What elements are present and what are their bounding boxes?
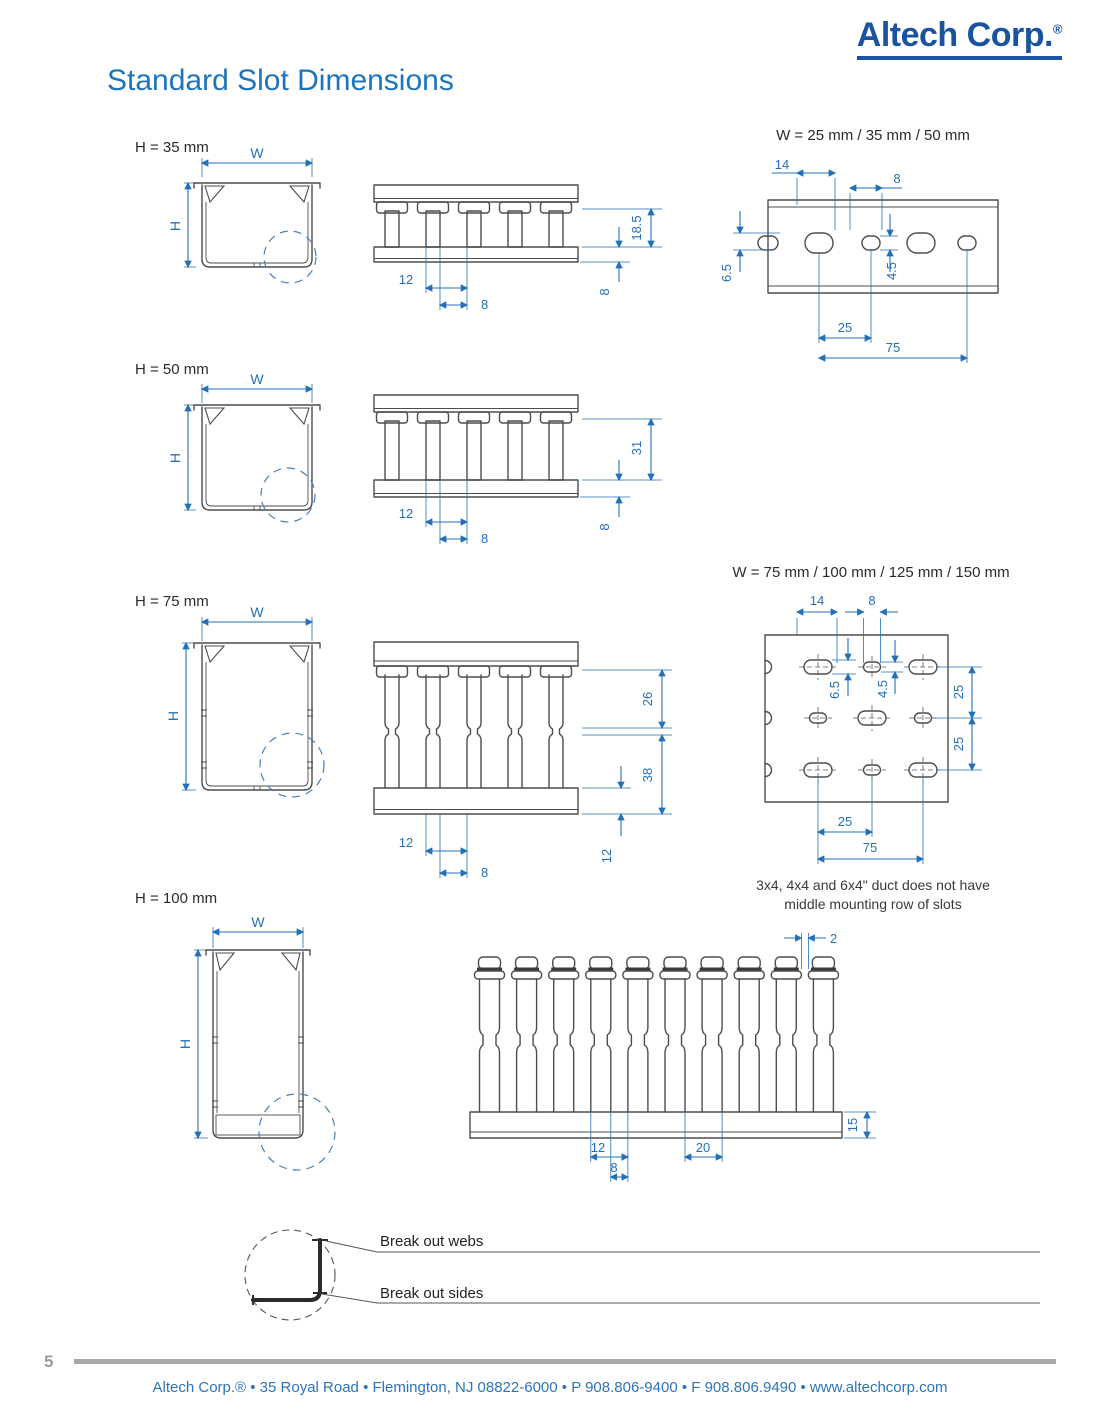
duct-finger — [418, 412, 449, 480]
dim-label: 25 — [837, 814, 853, 829]
mounting-slot-large — [805, 233, 833, 253]
panel-title-narrow: W = 25 mm / 35 mm / 50 mm — [776, 127, 970, 144]
dim-75 — [818, 777, 923, 864]
note-line-2: middle mounting row of slots — [784, 895, 962, 912]
duct-finger — [541, 666, 572, 788]
lower-slot-dimension — [582, 735, 672, 814]
cap-gap-dimension — [784, 931, 837, 969]
drawing-h50-cross-section — [140, 368, 340, 560]
footer-contact-line: Altech Corp.® • 35 Royal Road • Flemington, NJ 08822-6000 • P 908.806-9400 • F 908.806.9490 • www.altechcorp.com — [152, 1379, 948, 1396]
base-height-dimension — [580, 227, 630, 296]
logo-text: Altech Corp. — [856, 16, 1053, 54]
dim-label: 6.5 — [719, 263, 734, 283]
registered-mark: ® — [1052, 21, 1062, 37]
dim-label-base: 12 — [599, 848, 614, 864]
mounting-note — [723, 876, 1023, 914]
rail-body — [758, 200, 998, 293]
pitch-dimension — [399, 814, 488, 880]
dim-label-base: 8 — [597, 523, 612, 531]
duct-finger — [377, 412, 408, 480]
duct-finger — [697, 957, 727, 1112]
base-height-dimension — [582, 766, 631, 863]
drawing-rail-narrow — [700, 145, 1095, 370]
dim-label-w: W — [250, 604, 264, 620]
duct-finger — [475, 957, 505, 1112]
duct-finger — [623, 957, 653, 1112]
detail-circle — [259, 1094, 335, 1170]
dim-label: 25 — [951, 684, 966, 700]
duct-outline — [194, 183, 320, 267]
mounting-slot-small — [958, 236, 976, 250]
mounting-slot-large — [799, 654, 837, 680]
duct-finger — [418, 202, 449, 247]
pitch-dimension — [399, 247, 488, 312]
hatched-base — [216, 1115, 300, 1135]
pitch-dimension — [399, 480, 488, 546]
duct-profile — [470, 957, 842, 1138]
w-dimension — [213, 914, 303, 948]
dim-label-base: 15 — [845, 1117, 860, 1133]
dim-label: 75 — [885, 340, 901, 355]
duct-finger — [500, 202, 531, 247]
dim-8 — [845, 593, 898, 663]
breakout-webs-label: Break out webs — [380, 1233, 484, 1250]
bottom-dimensions — [591, 1112, 722, 1182]
dim-label-h: H — [167, 220, 183, 232]
dim-label-lower: 38 — [640, 767, 655, 783]
dim-label-h: H — [177, 1038, 193, 1050]
drawing-breakout-detail — [225, 1210, 1055, 1335]
duct-finger — [418, 666, 449, 788]
dim-6-5 — [719, 211, 780, 282]
dim-25-right-bottom — [937, 718, 982, 770]
page-title: Standard Slot Dimensions — [107, 64, 454, 97]
dim-label: 25 — [837, 320, 853, 335]
section-label-h75: H = 75 mm — [135, 593, 209, 610]
dim-14 — [772, 157, 835, 230]
mounting-slot-small — [858, 656, 886, 678]
duct-finger — [377, 202, 408, 247]
dim-label-slot-width: 8 — [481, 297, 489, 312]
drawing-h75-cross-section — [140, 600, 340, 825]
section-label-h35: H = 35 mm — [135, 139, 209, 156]
dim-label-upper: 26 — [640, 691, 655, 707]
dim-label: 4.5 — [875, 679, 890, 699]
h-dimension — [165, 643, 196, 790]
section-label-h100: H = 100 mm — [135, 890, 218, 907]
mounting-slot-large — [907, 233, 935, 253]
slot-depth-dimension — [582, 209, 662, 247]
dim-label-w: W — [250, 371, 264, 387]
mounting-slot-small — [804, 707, 832, 729]
w-dimension — [202, 145, 312, 177]
detail-circle — [260, 733, 324, 797]
mounting-slot-large — [904, 654, 942, 680]
h-dimension — [167, 183, 196, 267]
w-dimension — [202, 604, 312, 641]
dim-label-base: 8 — [597, 288, 612, 296]
duct-finger — [771, 957, 801, 1112]
base-height-dimension — [580, 460, 630, 531]
duct-finger — [459, 666, 490, 788]
duct-finger — [586, 957, 616, 1112]
breakout-sides-label: Break out sides — [380, 1285, 484, 1302]
dim-label-slot-width: 8 — [481, 865, 489, 880]
dim-label-wide-slot: 20 — [695, 1140, 711, 1155]
dim-label-slot-depth: 31 — [629, 440, 644, 456]
drawing-h35-side-view — [360, 183, 670, 323]
detail-circle — [261, 468, 315, 522]
page-number: 5 — [44, 1352, 54, 1371]
duct-finger — [541, 202, 572, 247]
duct-outline — [206, 950, 310, 1138]
duct-finger — [377, 666, 408, 788]
duct-profile — [374, 395, 578, 497]
panel-title-wide: W = 75 mm / 100 mm / 125 mm / 150 mm — [732, 564, 1010, 581]
dim-label: 4.5 — [884, 261, 899, 281]
dim-label-pitch: 12 — [590, 1140, 606, 1155]
dim-label-slot-width: 8 — [481, 531, 489, 546]
dim-label-w: W — [251, 914, 265, 930]
dim-label: 25 — [951, 736, 966, 752]
drawing-h50-side-view — [360, 388, 670, 568]
dim-label: 6.5 — [827, 680, 842, 700]
drawing-h35-cross-section — [140, 145, 340, 305]
duct-outline — [194, 643, 320, 790]
duct-finger — [734, 957, 764, 1112]
dim-25-right-top — [932, 667, 982, 718]
upper-slot-dimension — [582, 670, 672, 728]
duct-finger — [808, 957, 838, 1112]
dim-label-pitch: 12 — [398, 506, 414, 521]
drawing-h100-side-view — [455, 925, 890, 1190]
dim-label-h: H — [165, 710, 181, 722]
duct-outline — [194, 405, 320, 510]
dim-label: 14 — [809, 593, 825, 608]
plate-body — [765, 635, 948, 802]
dim-label: 8 — [868, 593, 876, 608]
footer-divider — [74, 1359, 1056, 1364]
dim-4-5 — [880, 214, 899, 280]
dim-label-h: H — [167, 452, 183, 464]
dim-25 — [819, 250, 871, 343]
duct-profile — [374, 642, 578, 814]
dim-label: 14 — [774, 157, 790, 172]
slot-depth-dimension — [582, 419, 662, 480]
duct-finger — [459, 412, 490, 480]
mounting-slot-small — [862, 236, 880, 250]
note-line-1: 3x4, 4x4 and 6x4" duct does not have — [756, 877, 990, 893]
dim-14 — [797, 593, 837, 663]
dim-label-cap-gap: 2 — [830, 931, 838, 946]
dim-label: 8 — [893, 171, 901, 186]
dim-label-w: W — [250, 145, 264, 161]
dim-label: 75 — [862, 840, 878, 855]
corner-profile — [253, 1240, 328, 1305]
duct-finger — [459, 202, 490, 247]
w-dimension — [202, 371, 312, 403]
dim-label-pitch: 12 — [398, 835, 414, 850]
drawing-h75-side-view — [360, 630, 685, 880]
duct-finger — [660, 957, 690, 1112]
section-label-h50: H = 50 mm — [135, 361, 209, 378]
dim-label-slot-width: 8 — [610, 1160, 618, 1175]
duct-finger — [541, 412, 572, 480]
duct-finger — [549, 957, 579, 1112]
duct-finger — [512, 957, 542, 1112]
dim-4-5 — [875, 640, 903, 698]
duct-finger — [500, 412, 531, 480]
dim-label-pitch: 12 — [398, 272, 414, 287]
dim-label-slot-depth: 18.5 — [629, 215, 644, 241]
duct-profile — [374, 185, 578, 262]
drawing-h100-cross-section — [170, 915, 365, 1177]
company-logo — [857, 16, 1062, 60]
h-dimension — [177, 950, 208, 1138]
base-height-dimension — [844, 1112, 876, 1138]
duct-finger — [500, 666, 531, 788]
h-dimension — [167, 405, 196, 510]
mounting-slot-large — [853, 705, 891, 731]
drawing-rail-wide — [735, 585, 1075, 887]
